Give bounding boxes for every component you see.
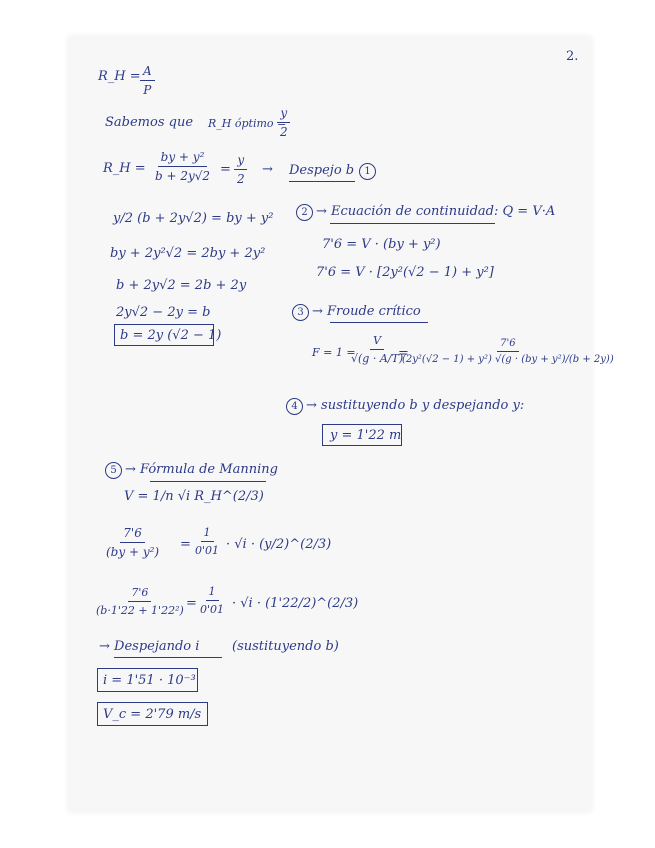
manning1-coef (192, 526, 222, 557)
step5-header (105, 462, 278, 479)
manning2-rest: · √i · (1'22/2)^(2/3) (232, 596, 359, 611)
step4-label: → sustituyendo b y despejando y: (306, 398, 525, 413)
step5-underline (150, 481, 266, 482)
continuity-line-2: 7'6 = V · [2y²(√2 − 1) + y²] (316, 265, 494, 280)
froude-den: √(g · A/T) (351, 352, 404, 365)
rh-definition-lhs: R_H = (98, 69, 141, 84)
step3-header (292, 304, 421, 321)
step4-header (286, 398, 524, 415)
derivation-line-3: b + 2y√2 = 2b + 2y (116, 278, 247, 293)
manning1-fraction (103, 526, 162, 559)
manning2-coef-num: 1 (206, 585, 219, 601)
derivation-line-1: y/2 (b + 2y√2) = by + y² (113, 211, 274, 226)
froude-rhs-fraction (399, 338, 617, 365)
sabemos-text: Sabemos que (105, 115, 194, 130)
manning1-coef-den: 0'01 (195, 544, 220, 557)
rh-definition-num: A (140, 64, 155, 81)
step4-badge: 4 (286, 398, 303, 415)
rh-eq-fraction (152, 150, 213, 183)
step2-badge: 2 (296, 204, 313, 221)
despejando-label: → Despejando i (99, 639, 200, 654)
froude-equals: = (398, 346, 409, 361)
step2-formula: : Q = V·A (494, 204, 556, 219)
rh-eq-arrow: → (262, 162, 273, 177)
rh-eq-den2: 2 (237, 172, 245, 186)
step1-badge: 1 (359, 163, 379, 180)
b-result: b = 2y (√2 − 1) (120, 328, 222, 343)
step2-header (296, 204, 555, 221)
manning2-coef-den: 0'01 (200, 603, 225, 616)
froude-rhs-den: (2y²(√2 − 1) + y²) √(g · (by + y²)/(b + 2y)) (402, 354, 614, 365)
v-result: V_c = 2'79 m/s (103, 707, 202, 722)
manning2-equals: = (186, 596, 197, 611)
rh-optimo-den: 2 (280, 125, 288, 139)
manning1-equals: = (180, 537, 191, 552)
rh-eq-num: by + y² (158, 150, 208, 167)
manning2-num: 7'6 (128, 586, 151, 602)
derivation-line-4: 2y√2 − 2y = b (116, 305, 211, 320)
continuity-line-1: 7'6 = V · (by + y²) (322, 237, 441, 252)
despejando-note: (sustituyendo b) (232, 639, 339, 654)
rh-eq-equals: = (220, 162, 231, 177)
rh-eq-lhs: R_H = (103, 161, 146, 176)
despejo-b-label: Despejo b (289, 163, 355, 178)
despejando-underline (114, 657, 222, 658)
step2-underline (330, 223, 495, 224)
rh-eq-den: b + 2y√2 (155, 169, 211, 183)
step3-underline (330, 322, 428, 323)
step5-label: → Fórmula de Manning (125, 462, 278, 477)
manning2-fraction (93, 586, 187, 617)
manning2-coef (197, 585, 227, 616)
manning1-coef-num: 1 (201, 526, 214, 542)
page-number: 2. (566, 49, 579, 64)
derivation-line-2: by + 2y²√2 = 2by + 2y² (110, 246, 266, 261)
froude-num: V (370, 334, 384, 350)
froude-lhs: F = 1 = (312, 346, 356, 359)
step3-label: → Froude crítico (312, 304, 421, 319)
froude-rhs-num: 7'6 (497, 338, 518, 352)
y-result: y = 1'22 m (330, 428, 402, 443)
rh-optimo-lhs: R_H óptimo = (208, 117, 287, 130)
despejo-b-underline (289, 181, 355, 182)
rh-definition-den: P (143, 83, 152, 97)
rh-eq-num2: y (234, 153, 247, 170)
rh-optimo-fraction (277, 106, 291, 139)
i-result: i = 1'51 · 10⁻³ (103, 673, 196, 688)
step5-badge: 5 (105, 462, 122, 479)
step3-badge: 3 (292, 304, 309, 321)
rh-definition-fraction (140, 64, 155, 97)
step2-label: → Ecuación de continuidad (316, 204, 494, 219)
manning1-den: (by + y²) (106, 545, 160, 559)
rh-optimo-num: y (277, 106, 290, 123)
manning2-den: (b·1'22 + 1'22²) (96, 604, 184, 617)
manning1-num: 7'6 (120, 526, 145, 543)
rh-eq-fraction-2 (234, 153, 248, 186)
manning1-rest: · √i · (y/2)^(2/3) (226, 537, 332, 552)
manning-formula: V = 1/n √i R_H^(2/3) (124, 489, 264, 504)
